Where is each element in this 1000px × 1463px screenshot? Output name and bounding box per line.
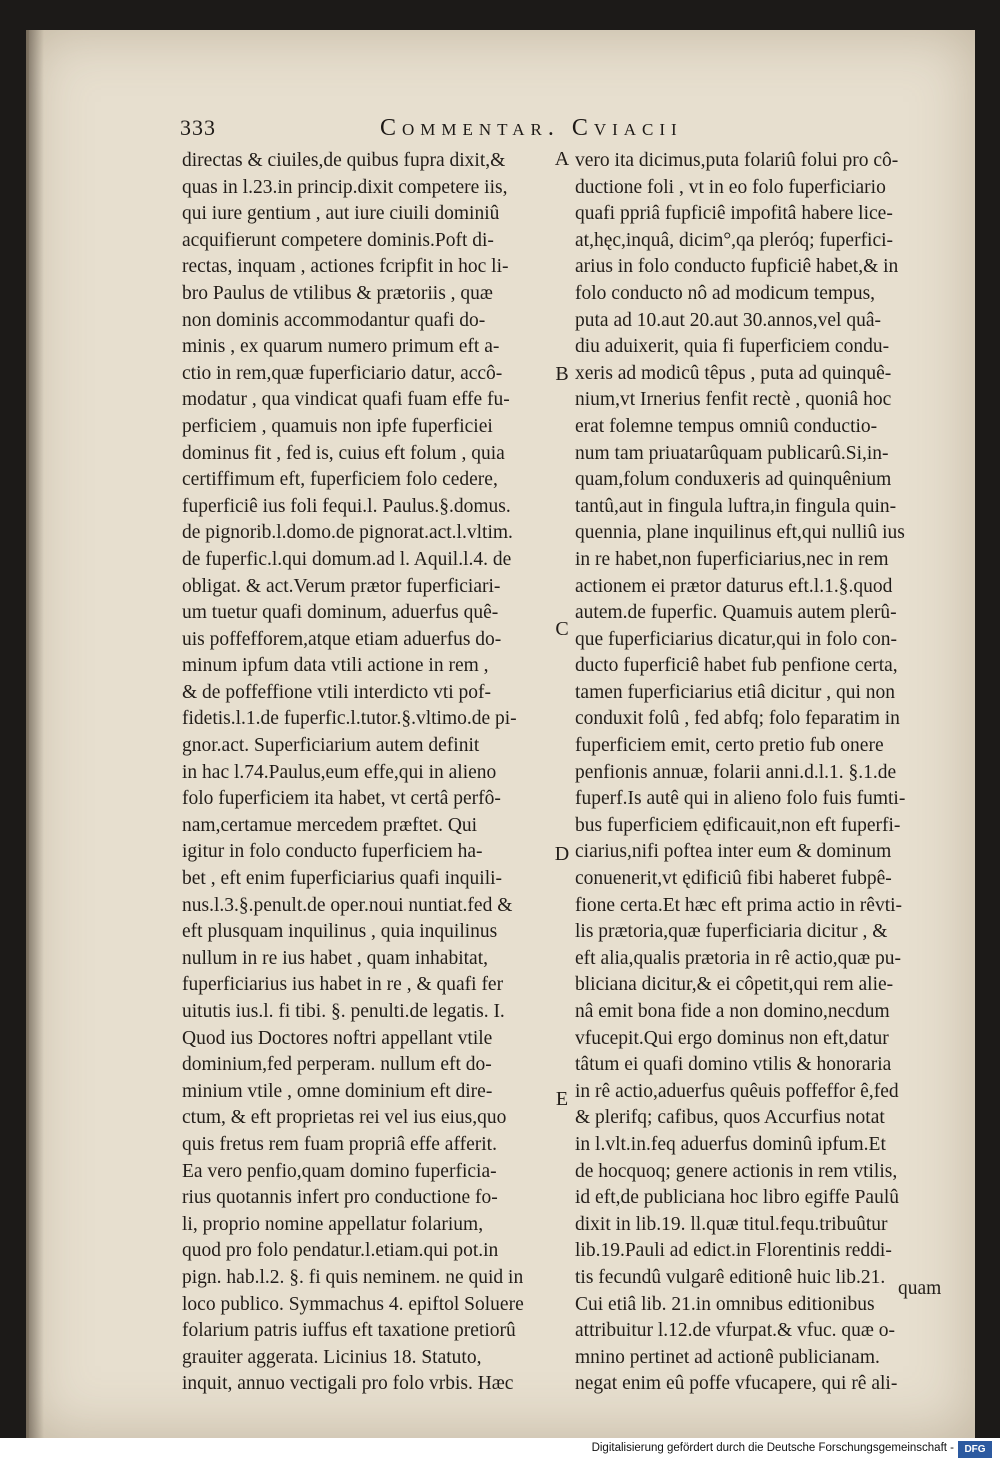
text-line: que fuperficiarius dicatur,qui in folo con-: [575, 628, 897, 650]
text-line: conuenerit,vt ędificiû fibi haberet fubpê-: [575, 868, 892, 890]
text-line: folo fuperficiem ita habet, vt certâ perfô-: [182, 788, 501, 810]
text-line: acquifierunt competere dominis.Poft di-: [182, 229, 494, 251]
text-line: modatur , qua vindicat quafi fuam effe fu-: [182, 389, 510, 411]
text-line: tantû,aut in fingula luftra,in fingula quin-: [575, 495, 897, 517]
text-line: dominium,fed perperam. nullum eft do-: [182, 1054, 492, 1076]
text-line: li, proprio nomine appellatur folarium,: [182, 1213, 484, 1235]
text-line: um tuetur quafi dominum, aduerfus quê-: [182, 602, 499, 624]
text-line: fione certa.Et hæc eft prima actio in rêvti-: [575, 894, 903, 916]
text-line: nam,certamue mercedem præftet. Qui: [182, 814, 478, 836]
text-line: in l.vlt.in.feq aduerfus dominû ipfum.Et: [575, 1133, 886, 1155]
margin-letter-a: A: [554, 148, 570, 170]
text-line: lib.19.Pauli ad edict.in Florentinis reddi-: [575, 1240, 892, 1262]
text-line: obligat. & act.Verum prætor fuperficiari-: [182, 575, 501, 597]
text-line: ciarius,nifi poftea inter eum & dominum: [575, 841, 892, 863]
text-line: bet , eft enim fuperficiarius quafi inquili-: [182, 868, 503, 890]
text-line: penfionis annuæ, folarii anni.d.l.1. §.1.de: [575, 761, 897, 783]
text-line: rius quotannis infert pro conductione fo-: [182, 1187, 498, 1209]
text-line: rectas, inquam , actiones fcripfit in hoc li-: [182, 256, 509, 278]
text-line: ctum, & eft proprietas rei vel ius eius,quo: [182, 1107, 507, 1129]
margin-letters: [550, 148, 574, 1148]
text-line: nâ emit bona fide a non domino,necdum: [575, 1001, 890, 1022]
text-line: tâtum ei quafi domino vtilis & honoraria: [575, 1054, 892, 1076]
text-line: uitutis ius.l. fi tibi. §. penulti.de legatis. I.: [182, 1001, 505, 1022]
text-line: qui iure gentium , aut iure ciuili dominiû: [182, 203, 500, 225]
text-line: at,hęc,inquâ, dicim°,qa pleróq; fuperfici-: [575, 229, 894, 251]
margin-letter-e: E: [555, 1088, 569, 1110]
text-line: loco publico. Symmachus 4. epiftol Soluere: [182, 1293, 524, 1315]
text-line: puta ad 10.aut 20.aut 30.annos,vel quâ-: [575, 309, 881, 331]
text-line: quas in l.23.in princip.dixit competere iis,: [182, 176, 508, 198]
text-line: lis prætoria,quæ fuperficiaria dicitur , &: [575, 921, 888, 943]
text-line: ductione foli , vt in eo folo fuperficiario: [575, 176, 886, 198]
text-line: quis fretus rem fuam propriâ effe afferit.: [182, 1133, 497, 1155]
text-line: igitur in folo conducto fuperficiem ha-: [182, 841, 483, 863]
running-head: Commentar. Cviacii: [380, 115, 683, 141]
text-line: minis , ex quarum numero primum eft a-: [182, 336, 500, 358]
text-line: mnino pertinet ad actionê publicianam.: [575, 1346, 880, 1368]
text-line: & de poffeffione vtili interdicto vti pof-: [182, 681, 492, 703]
text-line: in hac l.74.Paulus,eum effe,qui in alieno: [182, 761, 497, 783]
text-line: & plerifq; cafibus, quos Accurfius notat: [575, 1107, 885, 1129]
text-line: actionem ei prætor daturus eft.l.1.§.quod: [575, 575, 893, 597]
text-line: minum ipfum data vtili actione in rem ,: [182, 655, 489, 677]
footer-bar: [0, 1438, 1000, 1463]
text-line: quod pro folo pendatur.l.etiam.qui pot.in: [182, 1240, 499, 1262]
text-line: de hocquoq; genere actionis in rem vtilis,: [575, 1160, 898, 1182]
text-line: bro Paulus de vtilibus & prætoriis , quæ: [182, 282, 493, 304]
text-line: vero ita dicimus,puta folariû folui pro cô-: [575, 150, 899, 171]
left-column-text: [182, 148, 550, 1398]
text-line: grauiter aggerata. Licinius 18. Statuto,: [182, 1346, 482, 1368]
text-line: non dominis accommodantur quafi do-: [182, 309, 486, 331]
text-line: quam,folum conduxeris ad quinquênium: [575, 469, 892, 491]
text-line: perficiem , quamuis non ipfe fuperficiei: [182, 415, 493, 437]
text-line: quafi ppriâ fupficiê impofitâ habere lice-: [575, 203, 893, 225]
text-line: folo conducto nô ad modicum tempus,: [575, 282, 876, 304]
text-line: in rê actio,aduerfus quêuis poffeffor ê,fed: [575, 1080, 899, 1102]
text-line: tamen fuperficiarius etiâ dicitur , qui non: [575, 681, 896, 703]
text-line: inquit, annuo vectigali pro folo vrbis. Hæc: [182, 1373, 514, 1395]
text-line: eft alia,qualis prætoria in rê actio,quæ pu-: [575, 947, 901, 969]
margin-letter-d: D: [554, 843, 570, 865]
text-line: folarium patris iuffus eft taxatione pretiorû: [182, 1320, 516, 1342]
text-line: certiffimum eft, fuperficiem folo cedere,: [182, 469, 498, 491]
text-line: ctio in rem,quæ fuperficiario datur, accô-: [182, 362, 503, 384]
text-line: num tam priuatarûquam publicarû.Si,in-: [575, 442, 889, 464]
text-line: de pignorib.l.domo.de pignorat.act.l.vltim.: [182, 522, 513, 544]
text-line: in re habet,non fuperficiarius,nec in rem: [575, 548, 889, 570]
text-line: nium,vt Irnerius fenfit rectè , quoniâ hoc: [575, 389, 892, 411]
text-line: fuperf.Is autê qui in alieno folo fuis fumti-: [575, 788, 906, 810]
text-line: erat folemne tempus omniû conductio-: [575, 415, 878, 437]
page-gutter-shadow: [26, 30, 44, 1438]
page-header: [0, 115, 1000, 145]
text-line: directas & ciuiles,de quibus fupra dixit,&: [182, 150, 506, 171]
right-column-text: [575, 148, 960, 1398]
margin-letter-b: B: [555, 363, 569, 385]
catchword: quam: [898, 1278, 942, 1299]
text-line: arius in folo conducto fupficiê habet,& in: [575, 256, 899, 278]
text-line: negat enim eû poffe vfucapere, qui rê ali-: [575, 1373, 898, 1395]
text-line: gnor.act. Superficiarium autem definit: [182, 735, 480, 757]
text-line: id eft,de publiciana hoc libro egiffe Paulû: [575, 1187, 899, 1209]
dfg-logo-icon: DFG: [958, 1441, 992, 1458]
text-line: de fuperfic.l.qui domum.ad l. Aquil.l.4. de: [182, 548, 512, 570]
text-line: eft plusquam inquilinus , quia inquilinus: [182, 921, 498, 943]
text-line: nus.l.3.§.penult.de oper.noui nuntiat.fed &: [182, 894, 513, 916]
text-line: dominus fit , fed is, cuius eft folum , quia: [182, 442, 505, 464]
margin-letter-c: C: [555, 618, 569, 640]
text-line: bliciana dicitur,& ei côpetit,qui rem alie-: [575, 974, 894, 996]
text-line: ducto fuperficiê habet fub penfione certa,: [575, 655, 898, 677]
text-line: tis fecundû vulgarê editionê huic lib.21.: [575, 1266, 886, 1288]
text-line: autem.de fuperfic. Quamuis autem plerû-: [575, 602, 897, 624]
text-line: quennia, plane inquilinus eft,qui nulliû ius: [575, 522, 905, 544]
footer-credit: Digitalisierung gefördert durch die Deutsche Forschungsgemeinschaft -: [591, 1442, 954, 1454]
text-line: Quod ius Doctores noftri appellant vtile: [182, 1027, 493, 1049]
text-line: fuperficiem emit, certo pretio fub onere: [575, 735, 884, 757]
text-line: diu aduixerit, quia fi fuperficiem condu-: [575, 336, 890, 358]
page-number: 333: [180, 115, 216, 140]
text-line: fuperficiarius ius habet in re , & quafi fer: [182, 974, 504, 996]
text-line: dixit in lib.19. ll.quæ titul.fequ.tribuûtur: [575, 1213, 888, 1235]
text-line: Cui etiâ lib. 21.in omnibus editionibus: [575, 1293, 875, 1315]
text-line: attribuitur l.12.de vfurpat.& vfuc. quæ o-: [575, 1320, 896, 1342]
text-line: minium vtile , omne dominium eft dire-: [182, 1080, 493, 1102]
text-line: bus fuperficiem ędificauit,non eft fuperfi-: [575, 814, 901, 836]
text-line: conduxit folû , fed abfq; folo feparatim in: [575, 708, 900, 730]
text-line: xeris ad modicû têpus , puta ad quinquê-: [575, 362, 892, 384]
text-line: pign. hab.l.2. §. fi quis neminem. ne quid in: [182, 1266, 524, 1288]
text-line: vfucepit.Qui ergo dominus non eft,datur: [575, 1027, 889, 1049]
text-line: Ea vero penfio,quam domino fuperficia-: [182, 1160, 497, 1182]
text-line: uis poffefforem,atque etiam aduerfus do-: [182, 628, 502, 650]
text-line: fuperficiê ius foli fequi.l. Paulus.§.domus.: [182, 495, 511, 517]
text-line: fidetis.l.1.de fuperfic.l.tutor.§.vltimo.de pi-: [182, 708, 517, 730]
text-line: nullum in re ius habet , quam inhabitat,: [182, 947, 488, 969]
